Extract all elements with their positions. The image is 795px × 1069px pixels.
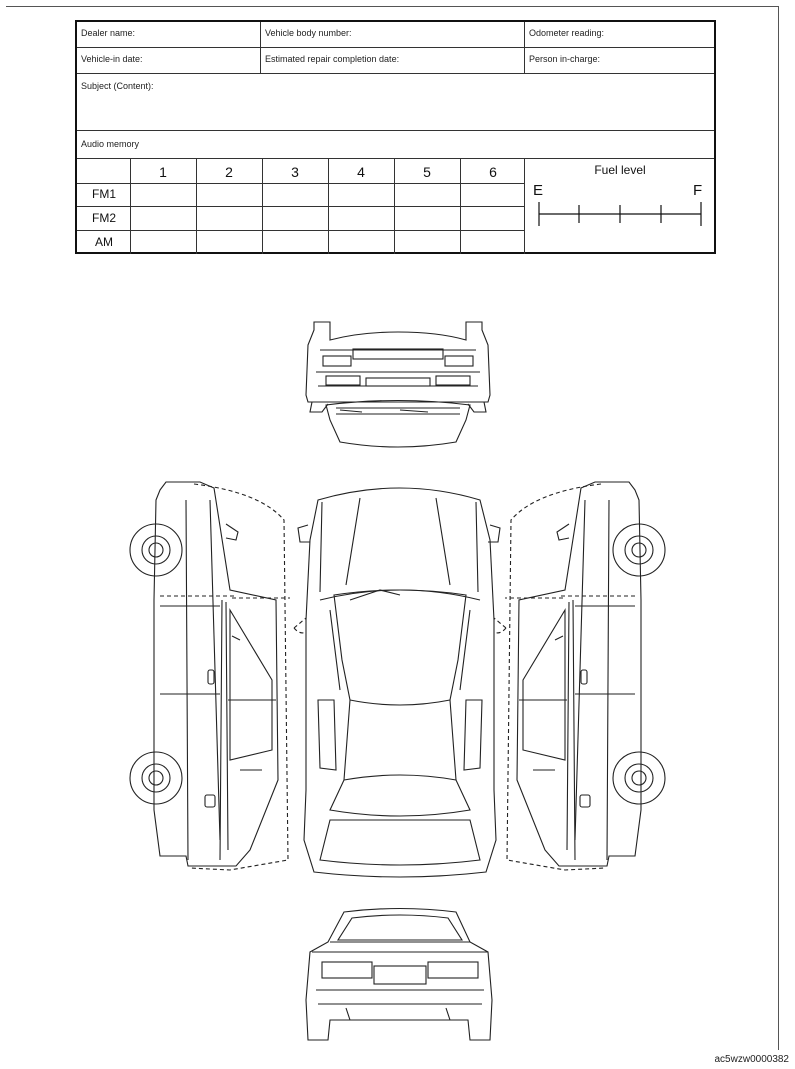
odometer-reading-field[interactable]: Odometer reading:: [529, 28, 605, 38]
fuel-level-label: Fuel level: [594, 163, 646, 177]
vehicle-body-number-field[interactable]: Vehicle body number:: [265, 28, 352, 38]
estimated-repair-completion-field[interactable]: Estimated repair completion date:: [265, 54, 400, 64]
subject-field[interactable]: Subject (Content):: [81, 81, 154, 91]
diagram-code: ac5wzw0000382: [714, 1054, 789, 1065]
fuel-full-label: F: [693, 182, 703, 199]
band-label: FM1: [92, 187, 116, 201]
rear-view: [306, 909, 492, 1041]
preset-number: 1: [159, 164, 167, 180]
band-label: AM: [95, 235, 113, 249]
band-label: FM2: [92, 211, 116, 225]
preset-number: 2: [225, 164, 233, 180]
right-side-view: [505, 482, 665, 870]
top-view: [294, 488, 506, 877]
audio-memory-label: Audio memory: [81, 139, 140, 149]
left-side-view: [130, 482, 290, 870]
preset-number: 4: [357, 164, 365, 180]
preset-number: 5: [423, 164, 431, 180]
dealer-name-field[interactable]: Dealer name:: [81, 28, 136, 38]
fuel-empty-label: E: [533, 182, 544, 199]
person-in-charge-field[interactable]: Person in-charge:: [529, 54, 601, 64]
preset-number: 6: [489, 164, 497, 180]
vehicle-in-date-field[interactable]: Vehicle-in date:: [81, 54, 143, 64]
front-view: [306, 322, 490, 447]
preset-number: 3: [291, 164, 299, 180]
